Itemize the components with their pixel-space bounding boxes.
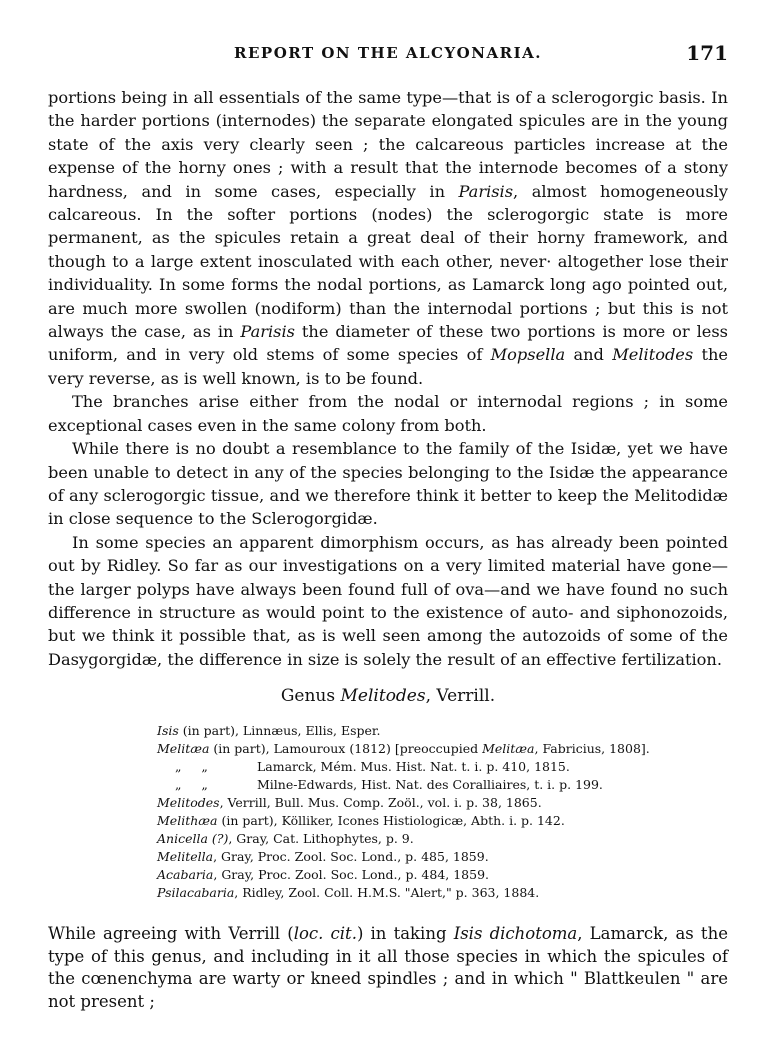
synonymy-entry (157, 758, 650, 776)
italic-term: Melithæa (157, 813, 218, 828)
italic-term: Isis (157, 723, 179, 738)
text-run: , Gray, Proc. Zool. Soc. Lond., p. 484, 1859. (213, 867, 489, 882)
italic-term: Melitodes (612, 345, 694, 365)
text-run: While there is no doubt a resemblance to the family of the Isidæ, yet we have been unable to detect in any of the species belonging to the Isidæ the appearance of any sclerogorgic tissue, and we therefore think it better to keep the Melitodidæ in close sequence to the Sclerogorgidæ. (48, 439, 728, 529)
text-run: , Gray, Cat. Lithophytes, p. 9. (228, 831, 414, 846)
running-title: REPORT ON THE ALCYONARIA. (234, 44, 542, 62)
text-run: , Ridley, Zool. Coll. H.M.S. "Alert," p. 363, 1884. (234, 885, 540, 900)
italic-term: loc. cit. (293, 924, 357, 943)
italic-term: Anicella (?) (157, 831, 229, 846)
paragraph (48, 437, 728, 531)
synonymy-entry (157, 866, 650, 884)
genus-heading (0, 686, 776, 706)
text-run: (in part), Linnæus, Ellis, Esper. (178, 723, 381, 738)
italic-term: Parisis (458, 181, 514, 201)
synonymy-entry (157, 830, 650, 848)
page-header (0, 41, 776, 68)
page-number: 171 (686, 41, 728, 65)
text-run: The branches arise either from the nodal or internodal regions ; in some exceptional cases even in the same colony from both. (48, 392, 728, 435)
synonymy-entry (157, 812, 650, 830)
paragraph (48, 390, 728, 437)
italic-term: Melitella (157, 849, 214, 864)
text-run: and (565, 345, 613, 365)
text-run: , almost homogeneously calcareous. In the softer portions (nodes) the sclerogorgic state is more permanent, as the spicules retain a great deal of their horny framework, and though to a large extent inosculated with each other, never· altogether lose their individuality. In some forms the nodal portions, as Lamarck long ago pointed out, are much more swollen (nodiform) than the internodal portions ; but this is not always the case, as in (48, 181, 728, 342)
text-run: , Fabricius, 1808]. (534, 741, 650, 756)
paragraph (48, 86, 728, 390)
text-run: the very reverse, as is well known, is to be found. (48, 345, 728, 388)
text-run: While agreeing with Verrill ( (48, 924, 294, 943)
synonymy-entry (157, 884, 650, 902)
text-run: portions being in all essentials of the same type—that is of a sclerogorgic basis. In the harder portions (internodes) the separate elongated spicules are in the young state of the axis very clearly seen ; the calcareous particles increase at the expense of the horny ones ; with a result that the internode becomes of a stony hardness, and in some cases, especially in (48, 88, 728, 201)
text-run: Milne-Edwards, Hist. Nat. des Coralliaires, t. i. p. 199. (257, 777, 603, 792)
text-run: , Gray, Proc. Zool. Soc. Lond., p. 485, 1859. (213, 849, 489, 864)
text-run: ) in taking (356, 924, 454, 943)
synonymy-list (157, 722, 650, 902)
genus-prefix: Genus (280, 686, 341, 706)
italic-term: Mopsella (490, 345, 566, 365)
synonymy-entry (157, 776, 650, 794)
synonymy-entry (157, 722, 650, 740)
paragraph (48, 531, 728, 671)
text-run: Lamarck, Mém. Mus. Hist. Nat. t. i. p. 410, 1815. (257, 759, 570, 774)
synonymy-entry (157, 794, 650, 812)
text-run: the diameter of these two portions is more or less uniform, and in very old stems of some species of (48, 322, 728, 365)
synonymy-entry (157, 740, 650, 758)
italic-term: Melitæa (157, 741, 210, 756)
text-run: , Verrill, Bull. Mus. Comp. Zoöl., vol. i. p. 38, 1865. (219, 795, 542, 810)
synonymy-entry (157, 848, 650, 866)
text-run: (in part), Lamouroux (1812) [preoccupied (209, 741, 483, 756)
text-run: In some species an apparent dimorphism occurs, as has already been pointed out by Ridley. So far as our investigations on a very limited material have gone—the larger polyps have always been found full of ova—and we have found no such difference in structure as would point to the existence of auto- and siphonozoids, but we think it possible that, as is well seen among the autozoids of some of the Dasygorgidæ, the difference in size is solely the result of an effective fertilization. (48, 532, 728, 669)
genus-suffix: , Verrill. (425, 686, 496, 706)
italic-term: Acabaria (157, 867, 214, 882)
genus-name: Melitodes (340, 686, 426, 706)
ditto-mark: „ „ (175, 777, 208, 792)
text-run: , Lamarck, as the type of this genus, and including in it all those species in which the spicules of the cœnenchyma are warty or kneed spindles ; and in which " Blattkeulen " are not present ; (48, 924, 728, 1011)
italic-term: Parisis (240, 322, 295, 342)
italic-term: Melitodes (157, 795, 220, 810)
italic-term: Isis dichotoma (453, 924, 578, 943)
italic-term: Psilacabaria (157, 885, 235, 900)
ditto-mark: „ „ (175, 759, 208, 774)
italic-term: Melitæa (482, 741, 535, 756)
final-paragraph (48, 923, 728, 1013)
text-run: (in part), Kölliker, Icones Histiologicæ, Abth. i. p. 142. (217, 813, 565, 828)
body-text (48, 86, 728, 671)
